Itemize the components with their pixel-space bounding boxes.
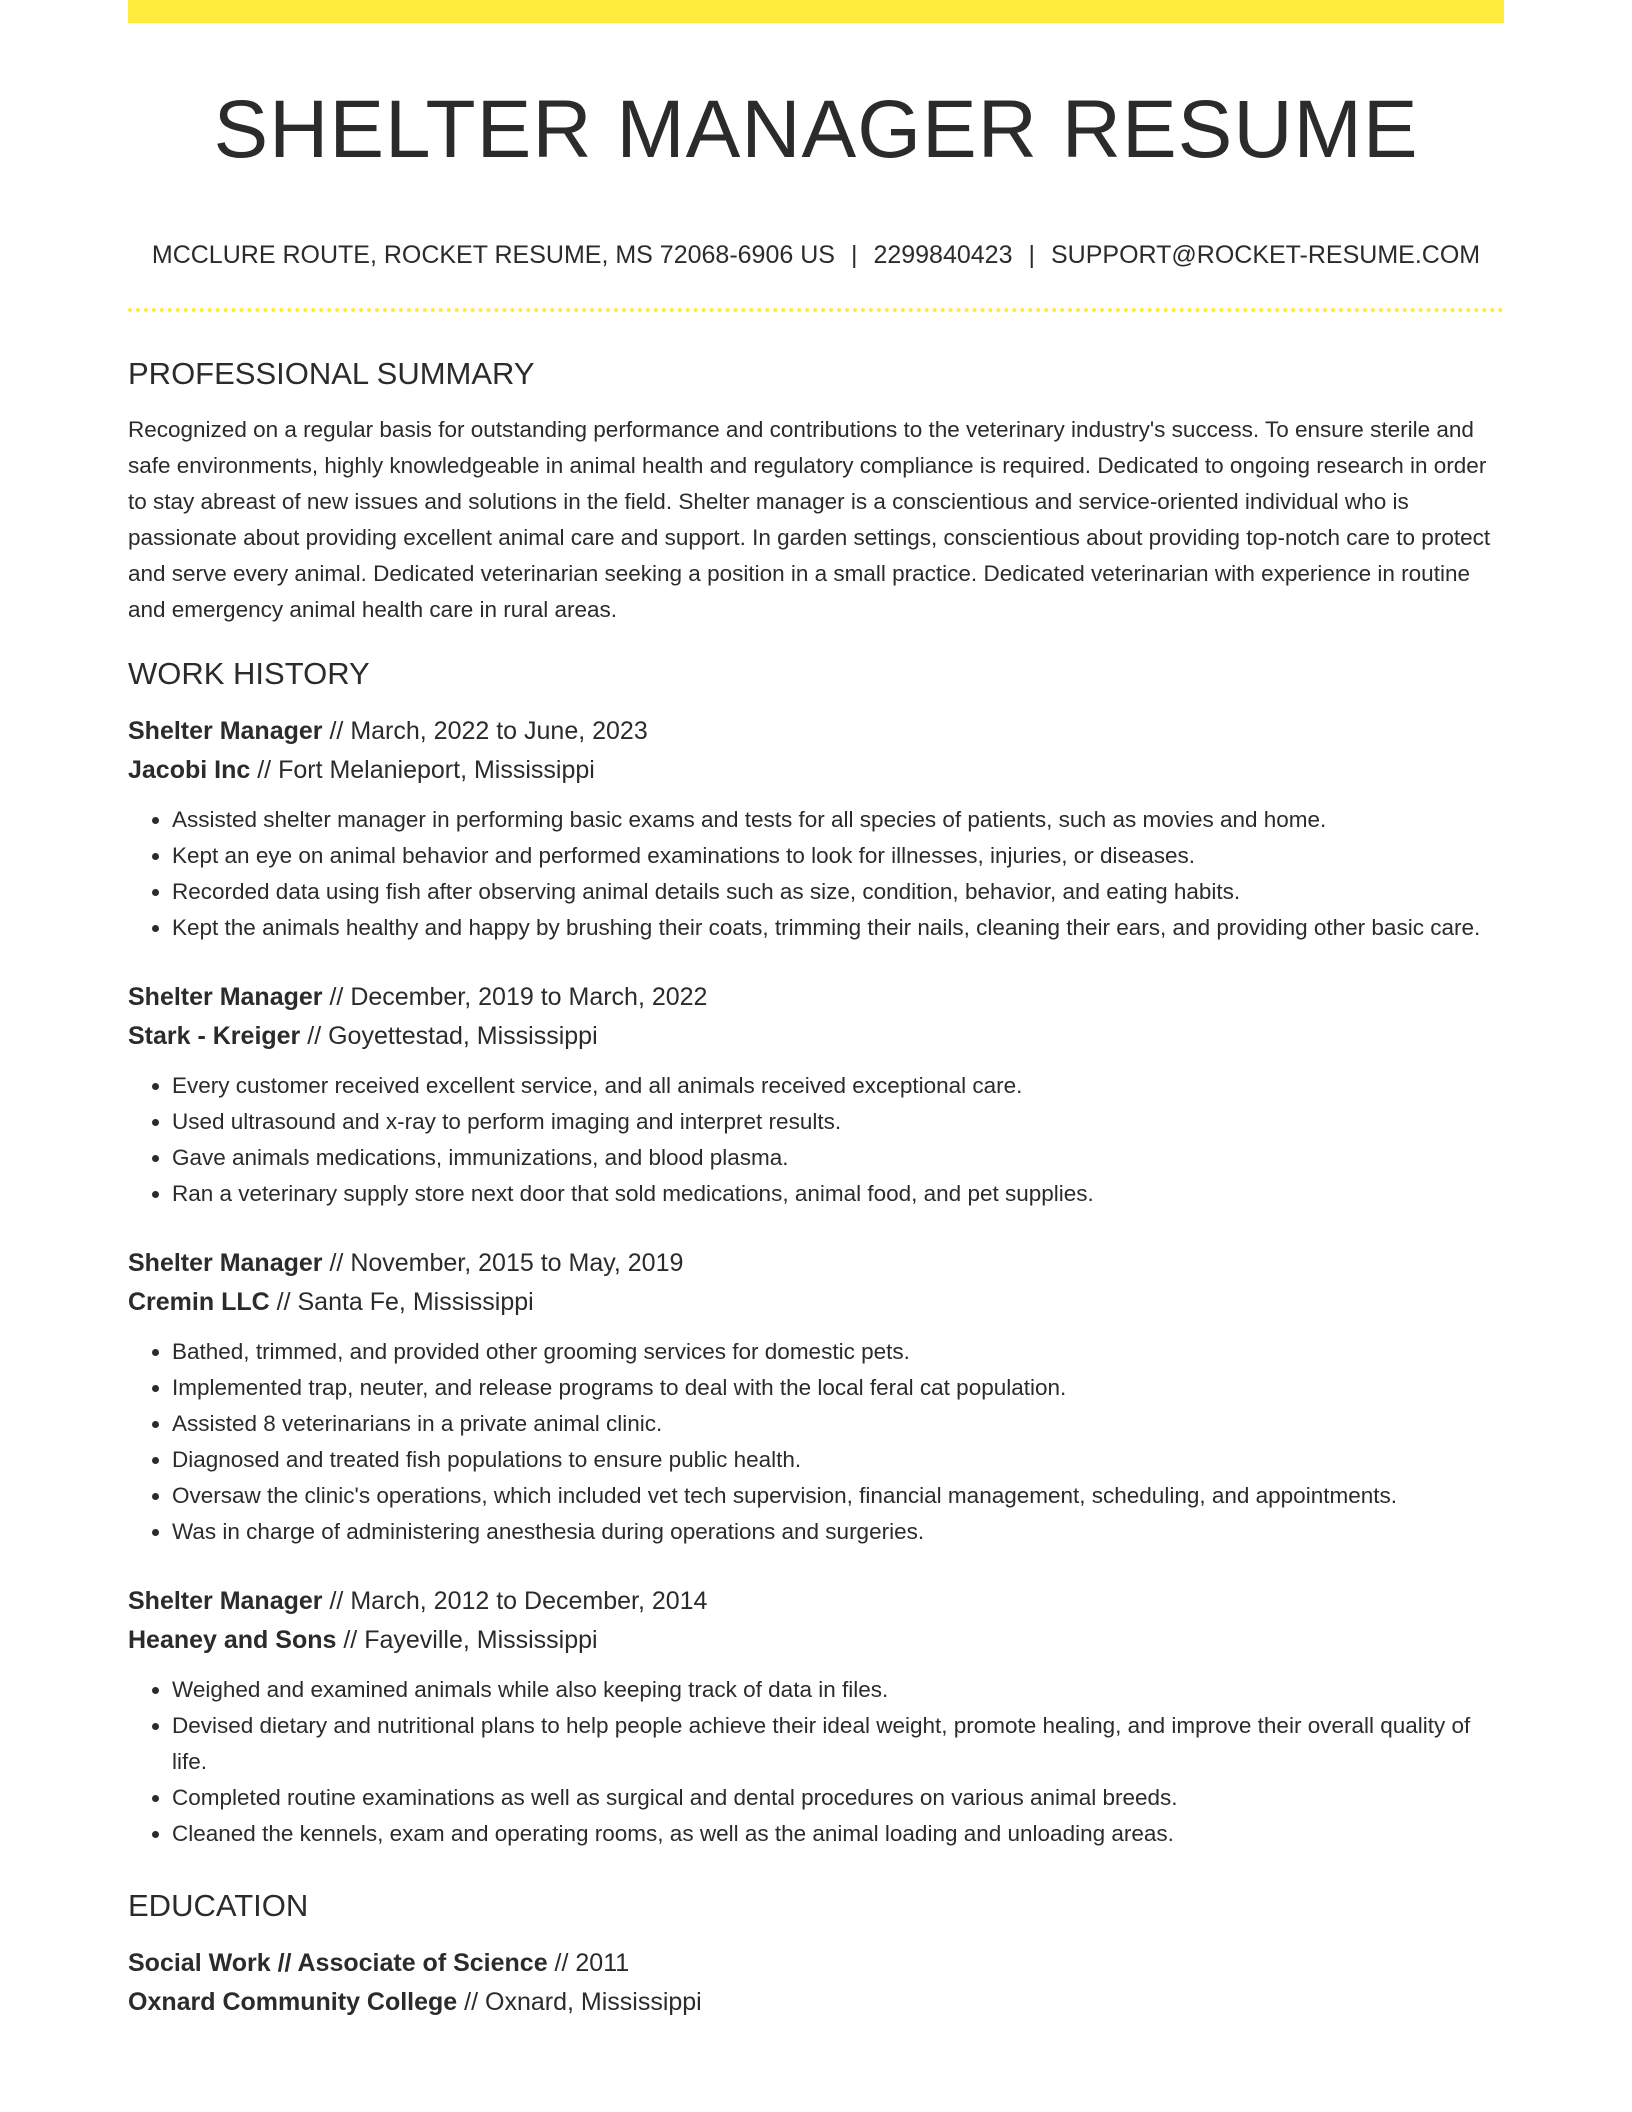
job-divider: // bbox=[322, 1587, 351, 1615]
work-history-heading: WORK HISTORY bbox=[128, 656, 370, 691]
education-section bbox=[128, 1884, 1504, 2022]
job-divider: // bbox=[336, 1626, 365, 1654]
page-title: SHELTER MANAGER RESUME bbox=[213, 84, 1419, 175]
job-divider: // bbox=[322, 1249, 351, 1277]
job-bullet: • Devised dietary and nutritional plans to help people achieve their ideal weight, promote healing, and improve their overall quality of life. bbox=[172, 1708, 1504, 1780]
job-title: Shelter Manager bbox=[128, 1587, 323, 1615]
job-entry bbox=[128, 1244, 1504, 1550]
job-bullets bbox=[128, 802, 1504, 946]
job-bullets bbox=[128, 1334, 1504, 1550]
job-company-line bbox=[128, 1017, 1504, 1056]
job-location: Santa Fe, Mississippi bbox=[297, 1288, 534, 1316]
education-heading: EDUCATION bbox=[128, 1888, 309, 1923]
job-bullet: • Ran a veterinary supply store next door that sold medications, animal food, and pet supplies. bbox=[172, 1176, 1504, 1212]
job-bullet: • Kept the animals healthy and happy by brushing their coats, trimming their nails, cleaning their ears, and providing other basic care. bbox=[172, 910, 1504, 946]
job-bullet: • Completed routine examinations as well as surgical and dental procedures on various animal breeds. bbox=[172, 1780, 1504, 1816]
job-title: Shelter Manager bbox=[128, 983, 323, 1011]
job-bullet: • Assisted 8 veterinarians in a private animal clinic. bbox=[172, 1406, 1504, 1442]
job-bullets bbox=[128, 1068, 1504, 1212]
job-bullet: • Gave animals medications, immunizations, and blood plasma. bbox=[172, 1140, 1504, 1176]
job-title: Shelter Manager bbox=[128, 1249, 323, 1277]
job-bullet: • Oversaw the clinic's operations, which included vet tech supervision, financial management, scheduling, and appointments. bbox=[172, 1478, 1504, 1514]
job-bullet: • Was in charge of administering anesthesia during operations and surgeries. bbox=[172, 1514, 1504, 1550]
top-accent-bar bbox=[128, 0, 1504, 23]
job-company-line bbox=[128, 1621, 1504, 1660]
education-divider: // bbox=[457, 1988, 486, 2016]
work-history-section bbox=[128, 652, 1504, 1852]
job-bullet: • Diagnosed and treated fish populations to ensure public health. bbox=[172, 1442, 1504, 1478]
job-bullet: • Bathed, trimmed, and provided other grooming services for domestic pets. bbox=[172, 1334, 1504, 1370]
job-title-line bbox=[128, 978, 1504, 1017]
education-location: Oxnard, Mississippi bbox=[485, 1988, 702, 2016]
education-degree: Social Work // Associate of Science bbox=[128, 1949, 548, 1977]
job-location: Goyettestad, Mississippi bbox=[328, 1022, 598, 1050]
job-entry bbox=[128, 712, 1504, 946]
job-company: Cremin LLC bbox=[128, 1288, 270, 1316]
job-bullet: • Weighed and examined animals while also keeping track of data in files. bbox=[172, 1672, 1504, 1708]
job-title-line bbox=[128, 712, 1504, 751]
contact-separator: | bbox=[850, 241, 858, 269]
contact-separator: | bbox=[1028, 241, 1035, 269]
job-company: Stark - Kreiger bbox=[128, 1022, 301, 1050]
job-location: Fayeville, Mississippi bbox=[364, 1626, 598, 1654]
job-list bbox=[128, 712, 1504, 1852]
education-degree-line bbox=[128, 1944, 1504, 1983]
job-company: Jacobi Inc bbox=[128, 756, 251, 784]
contact-address: MCCLURE ROUTE, ROCKET RESUME, MS 72068-6906 US bbox=[151, 241, 835, 269]
job-bullet: • Kept an eye on animal behavior and performed examinations to look for illnesses, injuries, or diseases. bbox=[172, 838, 1504, 874]
resume-page bbox=[128, 0, 1504, 2112]
job-entry bbox=[128, 978, 1504, 1212]
summary-text: Recognized on a regular basis for outstanding performance and contributions to the veterinary industry's success. To ensure sterile and safe environments, highly knowledgeable in animal health and regulatory compliance is required. Dedicated to ongoing research in order to stay abreast of new issues and solutions in the field. Shelter manager is a conscientious and service-oriented individual who is passionate about providing excellent animal care and support. In garden settings, conscientious about providing top-notch care to protect and serve every animal. Dedicated veterinarian seeking a position in a small practice. Dedicated veterinarian with experience in routine and emergency animal health care in rural areas. bbox=[128, 417, 1491, 622]
job-bullet: • Recorded data using fish after observing animal details such as size, condition, behavior, and eating habits. bbox=[172, 874, 1504, 910]
job-divider: // bbox=[300, 1022, 329, 1050]
job-title-line bbox=[128, 1582, 1504, 1621]
header-divider bbox=[128, 308, 1504, 312]
job-bullet: • Implemented trap, neuter, and release programs to deal with the local feral cat population. bbox=[172, 1370, 1504, 1406]
job-dates: March, 2012 to December, 2014 bbox=[350, 1587, 708, 1615]
job-bullet: • Cleaned the kennels, exam and operating rooms, as well as the animal loading and unloading areas. bbox=[172, 1816, 1504, 1852]
contact-line bbox=[128, 237, 1504, 273]
job-bullet: • Used ultrasound and x-ray to perform imaging and interpret results. bbox=[172, 1104, 1504, 1140]
job-divider: // bbox=[250, 756, 279, 784]
job-dates: November, 2015 to May, 2019 bbox=[350, 1249, 684, 1277]
job-bullet: • Assisted shelter manager in performing basic exams and tests for all species of patients, such as movies and home. bbox=[172, 802, 1504, 838]
job-divider: // bbox=[269, 1288, 298, 1316]
education-school-line bbox=[128, 1983, 1504, 2022]
contact-phone: 2299840423 bbox=[873, 241, 1013, 269]
job-company-line bbox=[128, 751, 1504, 790]
summary-section bbox=[128, 352, 1504, 628]
job-company-line bbox=[128, 1283, 1504, 1322]
job-bullets bbox=[128, 1672, 1504, 1852]
job-dates: December, 2019 to March, 2022 bbox=[350, 983, 708, 1011]
job-dates: March, 2022 to June, 2023 bbox=[350, 717, 648, 745]
job-company: Heaney and Sons bbox=[128, 1626, 337, 1654]
job-location: Fort Melanieport, Mississippi bbox=[278, 756, 595, 784]
education-year: 2011 bbox=[575, 1949, 630, 1977]
job-divider: // bbox=[322, 717, 351, 745]
job-divider: // bbox=[322, 983, 351, 1011]
education-school: Oxnard Community College bbox=[128, 1988, 458, 2016]
summary-heading: PROFESSIONAL SUMMARY bbox=[128, 356, 535, 391]
job-title: Shelter Manager bbox=[128, 717, 323, 745]
job-entry bbox=[128, 1582, 1504, 1852]
contact-email: SUPPORT@ROCKET-RESUME.COM bbox=[1050, 241, 1481, 269]
education-divider: // bbox=[547, 1949, 576, 1977]
job-bullet: • Every customer received excellent service, and all animals received exceptional care. bbox=[172, 1068, 1504, 1104]
job-title-line bbox=[128, 1244, 1504, 1283]
resume-content bbox=[128, 352, 1504, 2022]
